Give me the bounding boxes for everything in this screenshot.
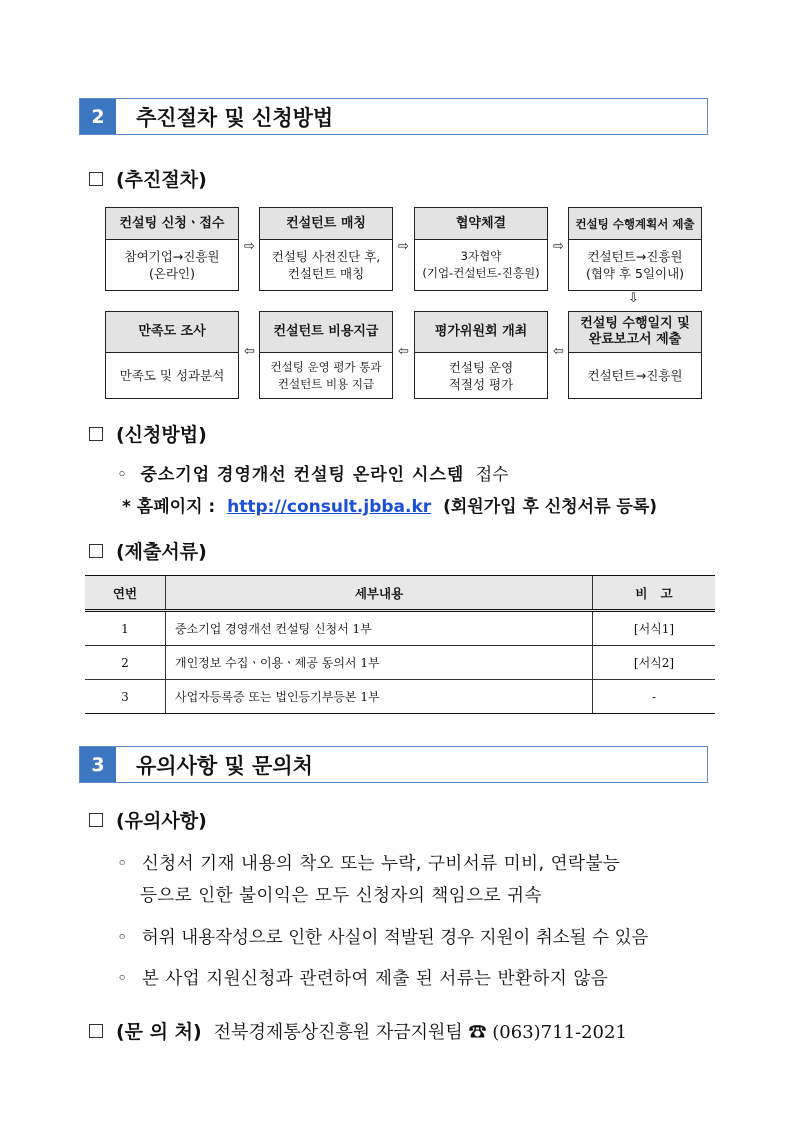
system-name: 중소기업 경영개선 컨설팅 온라인 시스템 [140, 465, 465, 485]
row-detail: 중소기업 경영개선 컨설팅 신청서 1부 [166, 611, 593, 646]
documents-heading [89, 537, 207, 564]
arrow-right-icon: ⇨ [244, 239, 255, 254]
flow-step-agreement [414, 207, 548, 291]
procedure-heading-label: (추진절차) [116, 169, 207, 191]
documents-heading-label: (제출서류) [116, 541, 207, 563]
checkbox-icon [89, 813, 103, 827]
checkbox-icon [89, 1024, 103, 1038]
flow-step-apply [105, 207, 239, 291]
column-header-note: 비 고 [593, 576, 716, 611]
flow-step-desc: 3자협약 (기업-컨설턴트-진흥원) [422, 249, 540, 280]
homepage-note: (회원가입 후 신청서류 등록) [443, 497, 658, 517]
table-row [85, 646, 715, 680]
note-item [117, 924, 648, 949]
bullet-icon: ◦ [117, 465, 128, 485]
row-no: 2 [85, 646, 166, 680]
contact-text: 전북경제통상진흥원 자금지원팀 ☎ (063)711-2021 [213, 1021, 627, 1043]
bullet-icon: ◦ [117, 928, 128, 948]
notes-heading [89, 806, 207, 833]
row-note: - [593, 680, 716, 714]
checkbox-icon [89, 172, 103, 186]
flow-step-title: 만족도 조사 [106, 312, 238, 353]
flow-step-title: 컨설팅 수행일지 및 완료보고서 제출 [569, 312, 701, 353]
section-number: 3 [80, 747, 116, 782]
application-system-line [117, 460, 509, 485]
flow-step-desc: 컨설팅 운영 평가 통과 컨설턴트 비용 지급 [270, 359, 382, 391]
note-text: 허위 내용작성으로 인한 사실이 적발된 경우 지원이 취소될 수 있음 [141, 928, 649, 948]
notes-heading-label: (유의사항) [116, 810, 207, 832]
flow-step-desc: 컨설턴트→진흥원 (협약 후 5일이내) [585, 249, 685, 281]
arrow-down-icon: ⇩ [628, 291, 639, 306]
table-row [85, 611, 715, 646]
flow-step-desc: 참여기업→진흥원 (온라인) [124, 249, 220, 281]
homepage-line [122, 492, 657, 517]
contact-line [89, 1017, 627, 1044]
bullet-icon: ◦ [117, 854, 128, 874]
flow-step-plan [568, 207, 702, 291]
note-item [117, 965, 608, 990]
row-note: [서식1] [593, 611, 716, 646]
flow-step-title: 평가위원회 개최 [415, 312, 547, 353]
checkbox-icon [89, 544, 103, 558]
flow-step-desc: 만족도 및 성과분석 [119, 368, 225, 383]
section-title: 추진절차 및 신청방법 [136, 105, 334, 130]
section-number: 2 [80, 99, 116, 134]
column-header-no: 연번 [85, 576, 166, 611]
table-header-row [85, 576, 715, 611]
row-no: 1 [85, 611, 166, 646]
arrow-left-icon: ⇦ [553, 344, 564, 359]
application-heading [89, 420, 207, 447]
homepage-link[interactable]: http://consult.jbba.kr [227, 497, 432, 517]
system-suffix: 접수 [475, 465, 509, 485]
row-no: 3 [85, 680, 166, 714]
flow-step-report [568, 311, 702, 399]
arrow-right-icon: ⇨ [553, 239, 564, 254]
flow-step-payment [259, 311, 393, 399]
note-text: 등으로 인한 불이익은 모두 신청자의 책임으로 귀속 [140, 886, 542, 906]
note-text: 신청서 기재 내용의 착오 또는 누락, 구비서류 미비, 연락불능 [141, 854, 621, 874]
flow-step-evaluation [414, 311, 548, 399]
flow-step-desc: 컨설팅 사전진단 후, 컨설턴트 매칭 [271, 249, 381, 281]
contact-heading: (문 의 처) [116, 1021, 202, 1043]
section-title: 유의사항 및 문의처 [136, 753, 313, 778]
note-item [117, 850, 620, 875]
flow-step-desc: 컨설턴트→진흥원 [587, 368, 683, 383]
homepage-label: * 홈페이지 : [122, 497, 216, 517]
section-3-header [79, 746, 708, 783]
note-item-continued [140, 882, 542, 907]
table-row [85, 680, 715, 714]
flow-step-title: 컨설턴트 매칭 [260, 208, 392, 240]
flow-step-title: 컨설팅 수행계획서 제출 [569, 208, 701, 240]
flow-step-title: 컨설팅 신청ㆍ접수 [106, 208, 238, 240]
row-detail: 개인정보 수집ㆍ이용ㆍ제공 동의서 1부 [166, 646, 593, 680]
row-detail: 사업자등록증 또는 법인등기부등본 1부 [166, 680, 593, 714]
flow-step-survey [105, 311, 239, 399]
flow-step-matching [259, 207, 393, 291]
procedure-heading [89, 165, 207, 192]
flow-step-desc: 컨설팅 운영 적절성 평가 [448, 359, 514, 392]
row-note: [서식2] [593, 646, 716, 680]
column-header-detail: 세부내용 [166, 576, 593, 611]
documents-table [85, 575, 715, 714]
arrow-right-icon: ⇨ [398, 239, 409, 254]
note-text: 본 사업 지원신청과 관련하여 제출 된 서류는 반환하지 않음 [141, 969, 609, 989]
arrow-left-icon: ⇦ [398, 344, 409, 359]
checkbox-icon [89, 427, 103, 441]
flow-step-title: 협약체결 [415, 208, 547, 240]
flow-step-title: 컨설턴트 비용지급 [260, 312, 392, 353]
section-2-header [79, 98, 708, 135]
application-heading-label: (신청방법) [116, 424, 207, 446]
bullet-icon: ◦ [117, 969, 128, 989]
arrow-left-icon: ⇦ [244, 344, 255, 359]
